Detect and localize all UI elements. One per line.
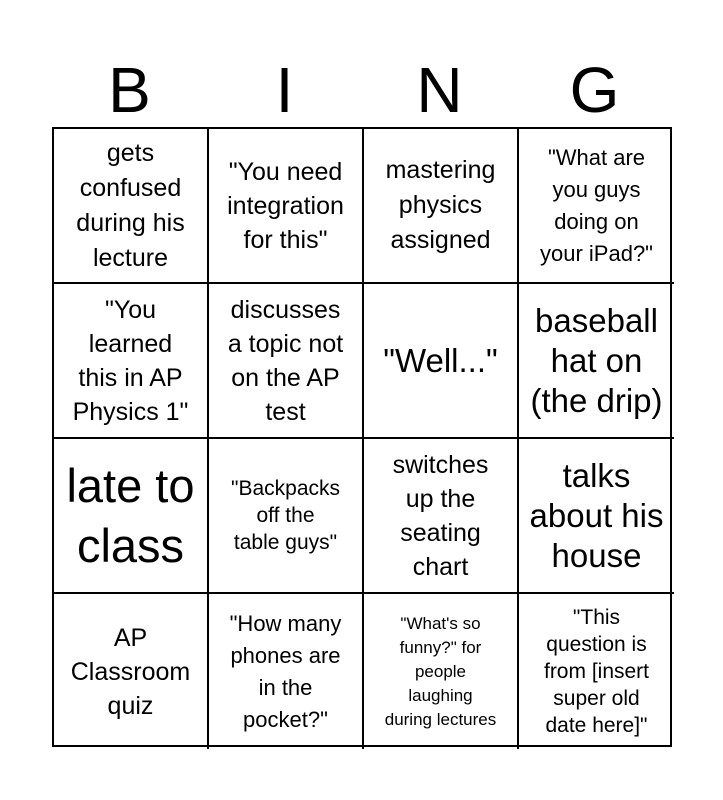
bingo-cell-r2-c0[interactable] [54,439,209,594]
cell-text: "This question is from [insert super old date here]" [543,606,650,737]
bingo-cell-r3-c1[interactable] [209,594,364,749]
bingo-cell-r2-c2[interactable] [364,439,519,594]
cell-text: talks about his house [529,456,664,574]
header-letter-g: G [569,54,620,126]
cell-text: "Well..." [383,341,498,379]
cell-text: AP Classroom quiz [70,623,191,720]
bingo-cell-r3-c0[interactable] [54,594,209,749]
bingo-cell-r3-c3[interactable] [519,594,674,749]
bingo-cell-r0-c2[interactable] [364,129,519,284]
bingo-cell-r0-c1[interactable] [209,129,364,284]
cell-text: "How many phones are in the pocket?" [229,610,342,732]
bingo-cell-r3-c2[interactable] [364,594,519,749]
cell-text: gets confused during his lecture [76,138,185,272]
cell-text: "What are you guys doing on your iPad?" [540,144,653,266]
bingo-cell-r2-c1[interactable] [209,439,364,594]
cell-text: "What's so funny?" for people laughing during lectures [384,613,497,729]
header-letter-b: B [108,54,151,126]
bingo-cell-r1-c0[interactable] [54,284,209,439]
cell-text: discusses a topic not on the AP test [227,295,344,426]
header-letter-i: I [275,54,294,126]
cell-text: mastering physics assigned [385,156,496,254]
cell-text: late to class [66,458,195,572]
bingo-cell-r0-c0[interactable] [54,129,209,284]
bingo-board [52,127,672,747]
bingo-cell-r0-c3[interactable] [519,129,674,284]
bingo-cell-r1-c2[interactable] [364,284,519,439]
cell-text: "You need integration for this" [227,157,344,254]
bingo-header [52,52,672,128]
bingo-cell-r2-c3[interactable] [519,439,674,594]
bingo-cell-r1-c3[interactable] [519,284,674,439]
cell-text: "You learned this in AP Physics 1" [72,295,189,426]
cell-text: baseball hat on (the drip) [530,301,663,419]
cell-text: "Backpacks off the table guys" [231,477,340,554]
bingo-cell-r1-c1[interactable] [209,284,364,439]
cell-text: switches up the seating chart [392,450,489,581]
header-letter-n: N [416,54,463,126]
